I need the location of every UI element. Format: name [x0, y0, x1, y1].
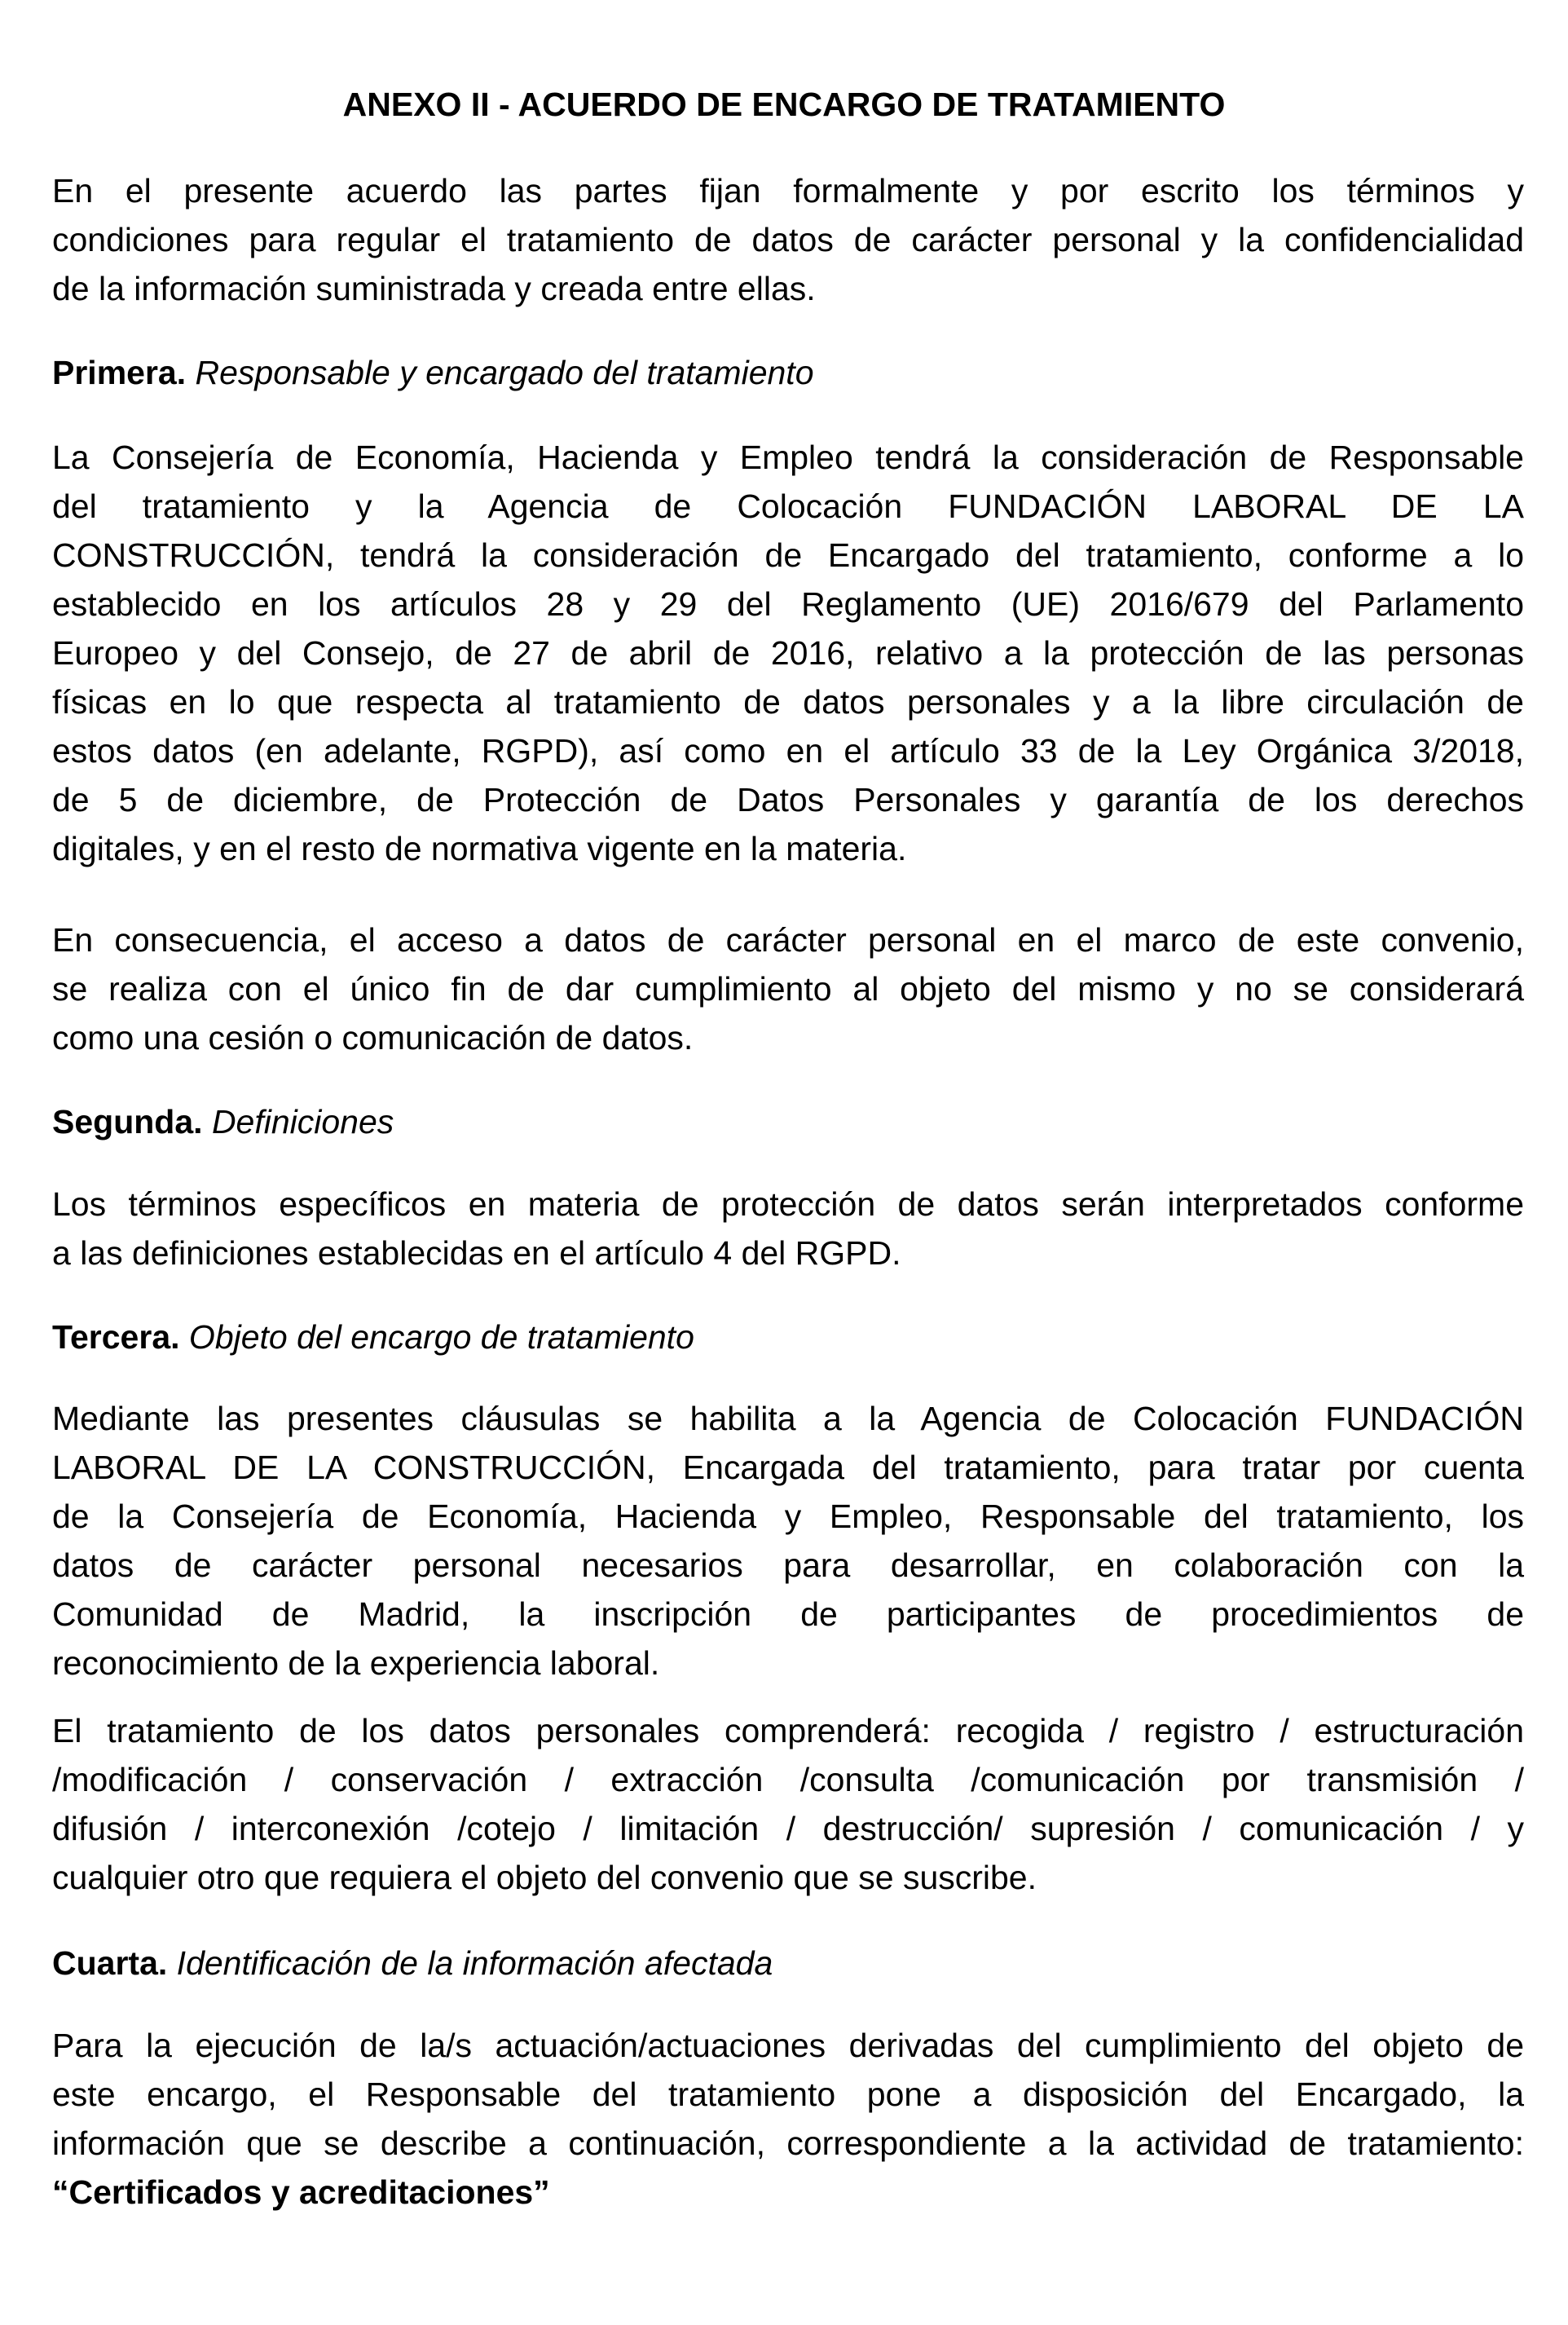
text-line: como una cesión o comunicación de datos.	[52, 1019, 694, 1057]
primera-paragraph-1	[52, 433, 1524, 873]
text-line: reconocimiento de la experiencia laboral.	[52, 1644, 660, 1682]
text-line: del tratamiento y la Agencia de Colocación FUNDACIÓN LABORAL DE LA	[52, 488, 1524, 525]
text-line: difusión / interconexión /cotejo / limitación / destrucción/ supresión / comunicación / y	[52, 1810, 1524, 1847]
text-line: estos datos (en adelante, RGPD), así como en el artículo 33 de la Ley Orgánica 3/2018,	[52, 732, 1524, 770]
text-line: información que se describe a continuación, correspondiente a la actividad de tratamiento:	[52, 2124, 1524, 2162]
text-line: de la información suministrada y creada entre ellas.	[52, 270, 816, 307]
text-line: digitales, y en el resto de normativa vigente en la materia.	[52, 830, 907, 867]
tercera-paragraph-1	[52, 1394, 1524, 1688]
section-label: Segunda.	[52, 1103, 203, 1140]
text-line: físicas en lo que respecta al tratamiento de datos personales y a la libre circulación de	[52, 683, 1524, 721]
text-line: En consecuencia, el acceso a datos de carácter personal en el marco de este convenio,	[52, 921, 1524, 959]
text-line: Los términos específicos en materia de protección de datos serán interpretados conforme	[52, 1185, 1524, 1223]
text-line: Mediante las presentes cláusulas se habilita a la Agencia de Colocación FUNDACIÓN	[52, 1400, 1524, 1437]
section-label: Tercera.	[52, 1318, 180, 1356]
text-line: /modificación / conservación / extracción /consulta /comunicación por transmisión /	[52, 1761, 1524, 1798]
text-line: La Consejería de Economía, Hacienda y Empleo tendrá la consideración de Responsable	[52, 439, 1524, 476]
text-line: CONSTRUCCIÓN, tendrá la consideración de Encargado del tratamiento, conforme a lo	[52, 536, 1524, 574]
section-title: Definiciones	[211, 1103, 394, 1140]
text-line: este encargo, el Responsable del tratamiento pone a disposición del Encargado, la	[52, 2076, 1524, 2113]
intro-paragraph	[52, 166, 1524, 313]
text-line: Europeo y del Consejo, de 27 de abril de 2016, relativo a la protección de las personas	[52, 634, 1524, 672]
text-line: El tratamiento de los datos personales comprenderá: recogida / registro / estructuración	[52, 1712, 1524, 1749]
text-line: datos de carácter personal necesarios para desarrollar, en colaboración con la	[52, 1546, 1524, 1584]
text-line: Comunidad de Madrid, la inscripción de participantes de procedimientos de	[52, 1595, 1524, 1633]
section-title: Identificación de la información afectada	[176, 1944, 773, 1982]
section-heading-tercera	[52, 1312, 1524, 1361]
text-line: Para la ejecución de la/s actuación/actuaciones derivadas del cumplimiento del objeto de	[52, 2027, 1524, 2064]
section-title: Responsable y encargado del tratamiento	[195, 354, 814, 391]
activity-name: “Certificados y acreditaciones”	[52, 2173, 550, 2211]
text-line: de la Consejería de Economía, Hacienda y Empleo, Responsable del tratamiento, los	[52, 1498, 1524, 1535]
section-label: Primera.	[52, 354, 187, 391]
tercera-paragraph-2	[52, 1706, 1524, 1902]
text-line: En el presente acuerdo las partes fijan formalmente y por escrito los términos y	[52, 172, 1524, 210]
primera-paragraph-2	[52, 915, 1524, 1062]
text-line: cualquier otro que requiera el objeto del convenio que se suscribe.	[52, 1859, 1037, 1896]
text-line: a las definiciones establecidas en el artículo 4 del RGPD.	[52, 1234, 901, 1272]
cuarta-paragraph-1	[52, 2021, 1524, 2217]
text-line: se realiza con el único fin de dar cumplimiento al objeto del mismo y no se considerará	[52, 970, 1524, 1008]
section-title: Objeto del encargo de tratamiento	[188, 1318, 694, 1356]
section-heading-segunda	[52, 1097, 1524, 1146]
text-line: LABORAL DE LA CONSTRUCCIÓN, Encargada del tratamiento, para tratar por cuenta	[52, 1449, 1524, 1486]
section-heading-primera	[52, 348, 1524, 397]
text-line: de 5 de diciembre, de Protección de Datos Personales y garantía de los derechos	[52, 781, 1524, 818]
document-title: ANEXO II - ACUERDO DE ENCARGO DE TRATAMIENTO	[342, 86, 1226, 123]
section-label: Cuarta.	[52, 1944, 168, 1982]
segunda-paragraph-1	[52, 1180, 1524, 1277]
section-heading-cuarta	[52, 1939, 1524, 1988]
text-line: establecido en los artículos 28 y 29 del Reglamento (UE) 2016/679 del Parlamento	[52, 585, 1524, 623]
text-line: condiciones para regular el tratamiento de datos de carácter personal y la confidencialidad	[52, 221, 1524, 258]
